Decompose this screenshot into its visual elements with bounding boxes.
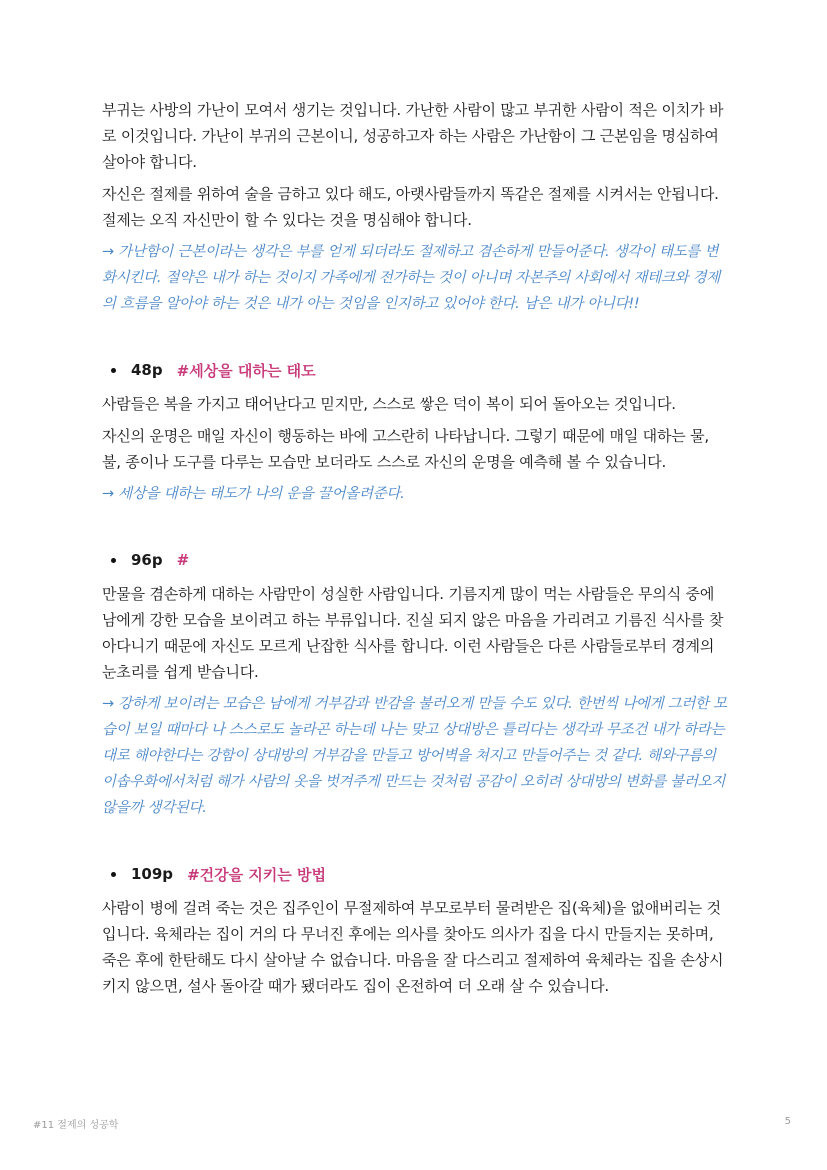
section-96p [102,547,730,821]
section-109p [102,861,730,999]
section-paragraph: 만물을 겸손하게 대하는 사람만이 성실한 사람입니다. 기름지게 많이 먹는 사람들은 무의식 중에 남에게 강한 모습을 보이려고 하는 부류입니다. 진실 되지 않은 마음을 가리려고 기름진 식사를 찾아다니기 때문에 자신도 모르게 난잡한 식사를 합니다. 이런 사람들은 다른 사람들로부터 경계의 눈초리를 쉽게 받습니다. [102,585,724,681]
section-heading [111,861,730,887]
section-tag: #건강을 지키는 방법 [187,865,326,884]
document-body [102,97,730,999]
page-reference: 48p [131,361,163,379]
section-note: → 세상을 대하는 태도가 나의 운을 끌어올려준다. [102,486,405,502]
bullet-icon [111,872,116,877]
page-reference: 96p [131,551,163,569]
section-heading [111,357,730,383]
intro-block [102,97,730,317]
section-note: → 강하게 보이려는 모습은 남에게 거부감과 반감을 불러오게 만들 수도 있다. 한번씩 나에게 그러한 모습이 보일 때마다 나 스스로도 놀라곤 하는데 나는 맞고 상대방은 틀리다는 생각과 무조건 내가 하라는 대로 해야한다는 강함이 상대방의 거부감을 만들고 방어벽을 쳐지고 만들어주는 것 같다. 해와구름의 이솝우화에서처럼 해가 사람의 옷을 벗겨주게 만드는 것처럼 공감이 오히려 상대방의 변화를 불러오지 않을까 생각된다. [102,696,727,816]
section-tag: #세상을 대하는 태도 [176,361,316,380]
footer-title: #11 절제의 성공학 [33,1120,119,1131]
bullet-icon [111,558,116,563]
section-paragraph: 사람들은 복을 가지고 태어난다고 믿지만, 스스로 쌓은 덕이 복이 되어 돌아오는 것입니다. [102,395,676,413]
intro-paragraph: 부귀는 사방의 가난이 모여서 생기는 것입니다. 가난한 사람이 많고 부귀한 사람이 적은 이치가 바로 이것입니다. 가난이 부귀의 근본이니, 성공하고자 하는 사람은 가난함이 그 근본임을 명심하여 살아야 합니다. [102,101,724,171]
section-paragraph: 사람이 병에 걸려 죽는 것은 집주인이 무절제하여 부모로부터 물려받은 집(육체)을 없애버리는 것입니다. 육체라는 집이 거의 다 무너진 후에는 의사를 찾아도 의사가 집을 다시 만들지는 못하며, 죽은 후에 한탄해도 다시 살아날 수 없습니다. 마음을 잘 다스리고 절제하여 육체라는 집을 손상시키지 않으면, 설사 돌아갈 때가 됐더라도 집이 온전하여 더 오래 살 수 있습니다. [102,899,724,995]
intro-paragraph: 자신은 절제를 위하여 술을 금하고 있다 해도, 아랫사람들까지 똑같은 절제를 시켜서는 안됩니다. 절제는 오직 자신만이 할 수 있다는 것을 명심해야 합니다. [102,185,719,229]
section-paragraph: 자신의 운명은 매일 자신이 행동하는 바에 고스란히 나타납니다. 그렇기 때문에 매일 대하는 물, 불, 종이나 도구를 다루는 모습만 보더라도 스스로 자신의 운명을 예측해 볼 수 있습니다. [102,427,709,471]
section-heading [111,547,730,573]
page-number: 5 [784,1116,791,1127]
section-48p [102,357,730,507]
section-tag: # [176,551,190,569]
page-reference: 109p [131,865,174,883]
bullet-icon [111,368,116,373]
intro-note: → 가난함이 근본이라는 생각은 부를 얻게 되더라도 절제하고 겸손하게 만들어준다. 생각이 태도를 변화시킨다. 절약은 내가 하는 것이지 가족에게 전가하는 것이 아니며 자본주의 사회에서 재테크와 경제의 흐름을 알아야 하는 것은 내가 아는 것임을 인지하고 있어야 한다. 남은 내가 아니다!! [102,244,721,312]
